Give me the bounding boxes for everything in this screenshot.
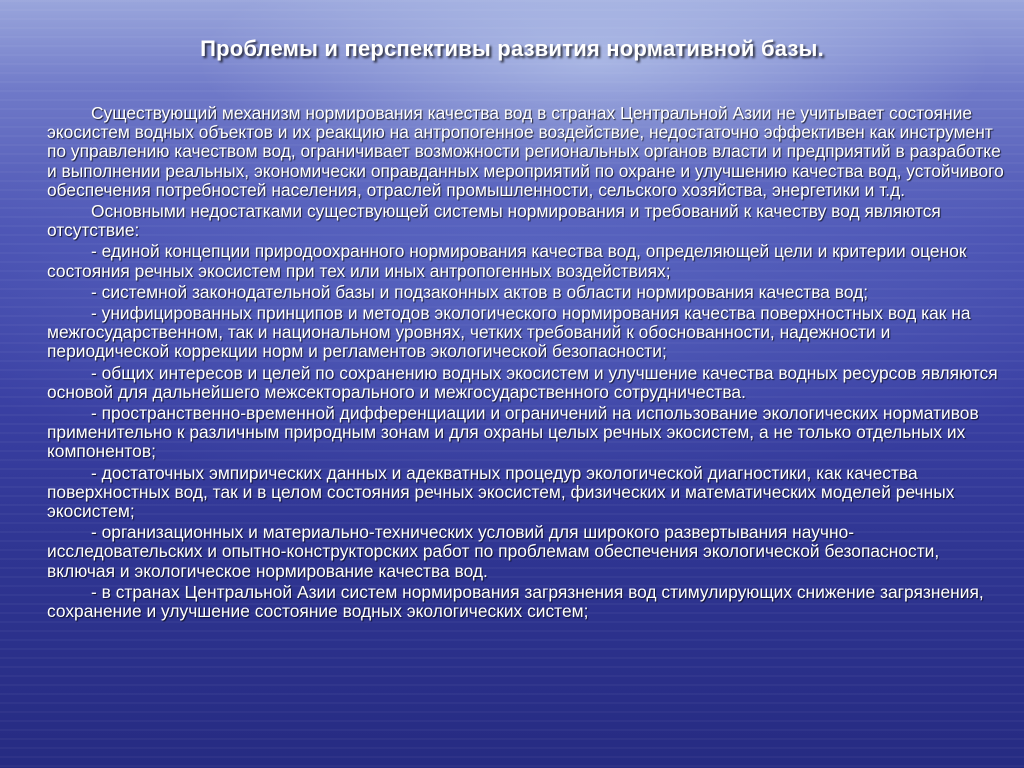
bullet-item: - унифицированных принципов и методов экологического нормирования качества поверхностных вод как на межгосударственном, так и национальном уровнях, четких требований к обоснованности, надежности и периодической коррекции норм и регламентов экологической безопасности; <box>47 303 971 362</box>
bullet-item: - организационных и материально-технических условий для широкого развертывания научно-исследовательских и опытно-конструкторских работ по проблемам обеспечения экологической безопасности, включая и экологическое нормирование качества вод. <box>47 522 940 581</box>
bullet-item: - общих интересов и целей по сохранению водных экосистем и улучшение качества водных ресурсов являются основой для дальнейшего межсекторального и межгосударственного сотрудничества. <box>47 362 998 402</box>
slide-title: Проблемы и перспективы развития нормативной базы. <box>200 36 824 61</box>
slide-body <box>47 104 1007 623</box>
bullet-item: - достаточных эмпирических данных и адекватных процедур экологической диагностики, как качества поверхностных вод, так и в целом состояния речных экосистем, физических и математических моделей речных экосистем; <box>47 462 955 522</box>
paragraph-deficiencies-lead: Основными недостатками существующей системы нормирования и требований к качеству вод являются отсутствие: <box>47 201 941 241</box>
bullet-item: - в странах Центральной Азии систем нормирования загрязнения вод стимулирующих снижение загрязнения, сохранение и улучшение состояние водных экологических систем; <box>47 581 984 622</box>
bullet-item: - системной законодательной базы и подзаконных актов в области нормирования качества вод; <box>91 281 869 302</box>
paragraph-intro: Существующий механизм нормирования качества вод в странах Центральной Азии не учитывает состояние экосистем водных объектов и их реакцию на антропогенное воздействие, недостаточно эффективен как инструмент по управлению качеством вод, ограничивает возможности региональных органов власти и предприятий в разработке и выполнении реальных, экономически оправданных мероприятий по охране и улучшению качества вод, устойчивого обеспечения потребностей населения, отраслей промышленности, сельского хозяйства, энергетики и т.д. <box>47 103 1004 200</box>
bullet-item: - единой концепции природоохранного нормирования качества вод, определяющей цели и критерии оценок состояния речных экосистем при тех или иных антропогенных воздействиях; <box>47 241 967 281</box>
bullet-item: - пространственно-временной дифференциации и ограничений на использование экологических нормативов применительно к различным природным зонам и для охраны целых речных экосистем, а не только отдельных их компонентов; <box>47 403 979 462</box>
